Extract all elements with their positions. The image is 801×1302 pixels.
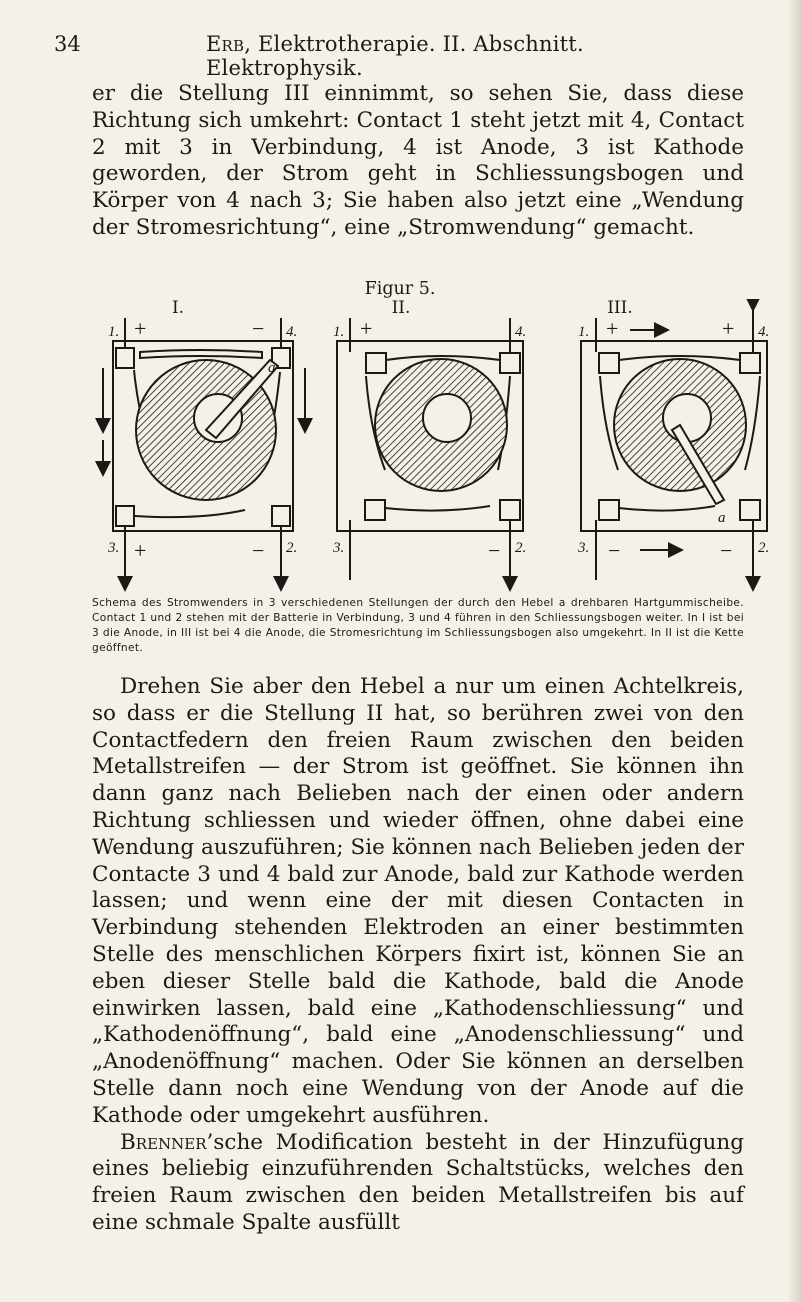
p2-contact-1: 1. [333,324,345,340]
p3-contact-1: 1. [578,324,590,340]
author-name: Erb [206,32,245,56]
paragraph-last [92,1130,744,1237]
p3-minus-bottom-right: − [720,538,733,563]
paragraph-top-text: er die Stellung III einnimmt, so sehen Sie, dass diese Richtung sich umkehrt: Contact 1 steht jetzt mit 4, Contact 2 mit 3 in Verbindung, 4 ist Anode, 3 ist Kathode geworden, der Strom geht in Schliessungsbogen und Körper von 4 nach 3; Sie haben also jetzt eine „Wendung der Stromesrichtung“, eine „Stromwendung“ gemacht. [92,81,744,240]
p3-minus-bottom-left: − [608,538,621,563]
p3-contact-2: 2. [758,540,770,556]
p1-contact-3: 3. [108,540,120,556]
p3-lever-label: a [718,510,726,526]
p1-minus-bottom: − [252,538,265,563]
p3-contact-3: 3. [578,540,590,556]
panel-label-2: II. [391,298,411,318]
p2-minus-bottom: − [488,538,501,563]
p3-plus-top-right: + [722,316,735,341]
figure-5-diagram [0,0,801,600]
p1-contact-1: 1. [108,324,120,340]
paragraph-last-text: ’sche Modification besteht in der Hinzufügung eines beliebig einzuführenden Schaltstücks, welches den freien Raum zwischen den beiden Metallstreifen bis auf eine schmale Spalte ausfüllt [92,1129,744,1235]
panel-label-1: I. [171,298,185,318]
p1-plus-bottom: + [134,538,147,563]
paragraph-main [92,674,744,1237]
p2-contact-2: 2. [515,540,527,556]
paragraph-main-text: Drehen Sie aber den Hebel a nur um einen Achtelkreis, so dass er die Stellung II hat, so berühren zwei von den Contactfedern den freien Raum zwischen den beiden Metallstreifen — der Strom ist geöffnet. Sie können ihn dann ganz nach Belieben nach der einen oder andern Richtung schliessen und wieder öffnen, ohne dabei eine Wendung auszuführen; Sie können nach Belieben jeden der Contacte 3 und 4 bald zur Anode, bald zur Kathode werden lassen; und wenn eine der mit diesen Contacten in Verbindung stehenden Elektroden an einer bestimmten Stelle des menschlichen Körpers fixirt ist, können Sie an eben dieser Stelle bald die Kathode, bald die Anode einwirken lassen, bald eine „Kathodenschliessung“ und „Kathodenöffnung“, bald eine „Anodenschliessung“ und „Anodenöffnung“ machen. Oder Sie können an derselben Stelle dann noch eine Wendung von der Anode auf die Kathode oder umgekehrt ausführen. [92,674,744,1128]
p2-contact-3: 3. [333,540,345,556]
figure-title: Figur 5. [364,279,436,299]
p1-contact-4: 4. [286,324,298,340]
book-title: , Elektrotherapie. II. Abschnitt. Elektrophysik. [206,32,584,80]
p1-contact-2: 2. [286,540,298,556]
p2-contact-4: 4. [515,324,527,340]
panel-label-3: III. [607,298,633,318]
page-number: 34 [54,32,81,56]
brenner-name: Brenner [120,1129,207,1155]
p1-plus-top: + [134,316,147,341]
figure-caption: Schema des Stromwenders in 3 verschiedenen Stellungen der durch den Hebel a drehbaren Hartgummischeibe. Contact 1 und 2 stehen mit der Batterie in Verbindung, 3 und 4 führen in den Schliessungsbogen weiter. In I ist bei 3 die Anode, in III ist bei 4 die Anode, die Stromesrichtung im Schliessungsbogen also umgekehrt. In II ist die Kette geöffnet. [92,597,744,654]
p3-contact-4: 4. [758,324,770,340]
p1-minus-top: − [252,316,265,341]
p2-plus-top: + [360,316,373,341]
p3-plus-top-left: + [606,316,619,341]
p1-lever-label: a [268,360,276,376]
